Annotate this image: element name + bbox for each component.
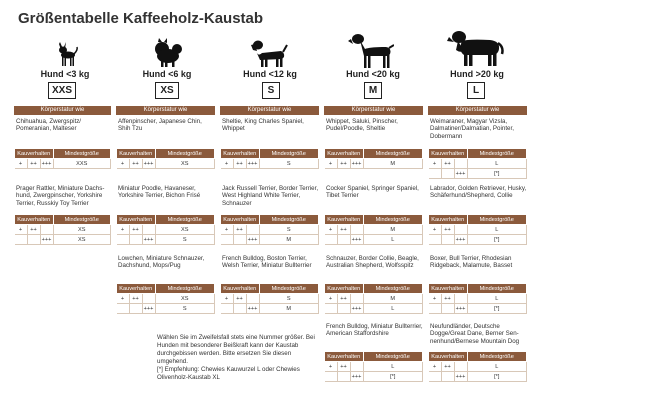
breed-list: Affenpinscher, Japanese Chin, Shih Tzu xyxy=(118,118,202,133)
table-row: + ++ L xyxy=(429,225,527,235)
table-row: + ++ +++ S xyxy=(221,159,319,169)
size-table xyxy=(428,351,527,382)
weight-label: Hund >20 kg xyxy=(450,69,504,79)
size-table xyxy=(324,283,423,314)
size-table xyxy=(14,214,111,245)
table-row: + ++ +++ XXS xyxy=(15,159,111,169)
table-row: + ++ XS xyxy=(117,294,215,304)
size-table xyxy=(428,148,527,179)
size-table xyxy=(220,214,319,245)
chew-header: Kauverhalten xyxy=(429,149,468,159)
breed-list: Schnauzer, Border Collie, Beagle, Australian Shepherd, Wolfsspitz xyxy=(326,255,419,270)
min-header: Mindestgröße xyxy=(53,149,111,159)
table-row: +++ [*] xyxy=(429,372,527,382)
breed-list: Cocker Spaniel, Springer Spaniel, Tibet Terrier xyxy=(326,185,419,200)
table-row: + ++ M xyxy=(325,294,423,304)
table-row: + ++ M xyxy=(325,225,423,235)
breed-list: Miniatur Poodle, Havaneser, Yorkshire Terrier, Bichon Frisé xyxy=(118,185,201,200)
size-badge: M xyxy=(364,82,382,99)
min-header: Mindestgröße xyxy=(467,284,527,294)
min-header: Mindestgröße xyxy=(363,284,423,294)
table-row: +++ [*] xyxy=(429,304,527,314)
breed-list: Sheltie, King Charles Spaniel, Whippet xyxy=(222,118,304,133)
weight-label: Hund <20 kg xyxy=(346,69,400,79)
size-table xyxy=(324,148,423,169)
table-row: +++ L xyxy=(325,304,423,314)
size-badge: XXS xyxy=(48,82,76,99)
table-row: +++ S xyxy=(117,304,215,314)
size-table xyxy=(116,214,215,245)
min-header: Mindestgröße xyxy=(259,284,319,294)
table-row: +++ S xyxy=(117,235,215,245)
table-row: + ++ L xyxy=(325,362,423,372)
chew-header: Kauverhalten xyxy=(429,352,468,362)
min-header: Mindestgröße xyxy=(467,149,527,159)
stature-header: Körperstatur wie xyxy=(220,106,319,115)
chew-header: Kauverhalten xyxy=(325,284,364,294)
breed-list: Whippet, Saluki, Pinscher, Pudel/Poodle, Sheltie xyxy=(326,118,398,133)
min-header: Mindestgröße xyxy=(363,149,423,159)
breed-list: Neufundländer, Deutsche Dogge/Great Dane, Berner Sen-nenhund/Bernese Mountain Dog xyxy=(430,323,520,345)
beagle-icon xyxy=(248,36,288,68)
table-row: +++ [*] xyxy=(429,169,527,179)
table-row: +++ [*] xyxy=(325,372,423,382)
chew-header: Kauverhalten xyxy=(325,215,364,225)
weight-label: Hund <12 kg xyxy=(243,69,297,79)
pointer-icon xyxy=(348,31,394,69)
size-table xyxy=(220,283,319,314)
stature-header: Körperstatur wie xyxy=(14,106,111,115)
table-row: + ++ L xyxy=(429,159,527,169)
min-header: Mindestgröße xyxy=(363,215,423,225)
table-row: + ++ L xyxy=(429,294,527,304)
min-header: Mindestgröße xyxy=(155,215,215,225)
weight-label: Hund <6 kg xyxy=(142,69,192,79)
chew-header: Kauverhalten xyxy=(221,149,260,159)
breed-list: Labrador, Golden Retriever, Husky, Schäferhund/Shepherd, Collie xyxy=(430,185,527,200)
chew-header: Kauverhalten xyxy=(117,284,156,294)
page-title: Größentabelle Kaffeeholz-Kaustab xyxy=(18,10,264,27)
breed-list: Lowchen, Miniature Schnauzer, Dachshund, Mops/Pug xyxy=(118,255,205,270)
table-row: + ++ L xyxy=(429,362,527,372)
table-row: + ++ XS xyxy=(15,225,111,235)
retriever-icon xyxy=(446,27,504,67)
chew-header: Kauverhalten xyxy=(429,284,468,294)
weight-label: Hund <3 kg xyxy=(40,69,90,79)
footnote: Wählen Sie im Zweifelsfall stets eine Nummer größer. Bei Hunden mit besonderer Beißkraft kann der Kaustab durchgebissen werden. Bitte ersetzen Sie diesen umgehend. [*] Empfehlung: Chewies Kauwurzel L oder Chewies Olivenholz-Kaustab XL xyxy=(157,334,315,381)
chew-header: Kauverhalten xyxy=(15,149,54,159)
size-table xyxy=(324,351,423,382)
size-table xyxy=(428,214,527,245)
table-row: + ++ S xyxy=(221,294,319,304)
table-row: + ++ S xyxy=(221,225,319,235)
breed-list: Boxer, Bull Terrier, Rhodesian Ridgeback, Malamute, Basset xyxy=(430,255,513,270)
chew-header: Kauverhalten xyxy=(325,352,364,362)
size-table xyxy=(220,148,319,169)
table-row: + ++ +++ M xyxy=(325,159,423,169)
breed-list: Jack Russell Terrier, Border Terrier, West Highland White Terrier, Schnauzer xyxy=(222,185,319,207)
min-header: Mindestgröße xyxy=(155,149,215,159)
size-table xyxy=(116,148,215,169)
min-header: Mindestgröße xyxy=(259,149,319,159)
breed-list: French Bulldog, Miniatur Bullterrier, American Staffordshire xyxy=(326,323,423,338)
chew-header: Kauverhalten xyxy=(117,215,156,225)
table-row: +++ M xyxy=(221,235,319,245)
breed-list: Prager Rattler, Miniature Dachs-hund, Zwergpinscher, Yorkshire Terrier, Russkiy Toy Terrier xyxy=(16,185,105,207)
table-row: + ++ +++ XS xyxy=(117,159,215,169)
min-header: Mindestgröße xyxy=(259,215,319,225)
chew-header: Kauverhalten xyxy=(221,215,260,225)
breed-list: French Bulldog, Boston Terrier, Welsh Terrier, Miniatur Bullterrier xyxy=(222,255,312,270)
table-row: +++ XS xyxy=(15,235,111,245)
table-row: +++ L xyxy=(325,235,423,245)
chew-header: Kauverhalten xyxy=(429,215,468,225)
chew-header: Kauverhalten xyxy=(117,149,156,159)
stature-header: Körperstatur wie xyxy=(428,106,527,115)
chihuahua-icon xyxy=(51,38,81,68)
table-row: + ++ XS xyxy=(117,225,215,235)
chew-header: Kauverhalten xyxy=(325,149,364,159)
chew-header: Kauverhalten xyxy=(221,284,260,294)
pomeranian-icon xyxy=(148,38,184,68)
table-row: +++ [*] xyxy=(429,235,527,245)
stature-header: Körperstatur wie xyxy=(116,106,215,115)
table-row: +++ M xyxy=(221,304,319,314)
size-table xyxy=(324,214,423,245)
min-header: Mindestgröße xyxy=(53,215,111,225)
size-table xyxy=(14,148,111,169)
min-header: Mindestgröße xyxy=(467,352,527,362)
breed-list: Chihuahua, Zwergspitz/ Pomeranian, Malteser xyxy=(16,118,82,133)
min-header: Mindestgröße xyxy=(155,284,215,294)
size-table xyxy=(428,283,527,314)
size-badge: XS xyxy=(155,82,179,99)
size-table xyxy=(116,283,215,314)
chew-header: Kauverhalten xyxy=(15,215,54,225)
min-header: Mindestgröße xyxy=(363,352,423,362)
min-header: Mindestgröße xyxy=(467,215,527,225)
breed-list: Weimaraner, Magyar Vizsla, Dalmatiner/Dalmatian, Pointer, Dobermann xyxy=(430,118,514,140)
stature-header: Körperstatur wie xyxy=(324,106,423,115)
size-badge: L xyxy=(467,82,485,99)
size-badge: S xyxy=(262,82,280,99)
